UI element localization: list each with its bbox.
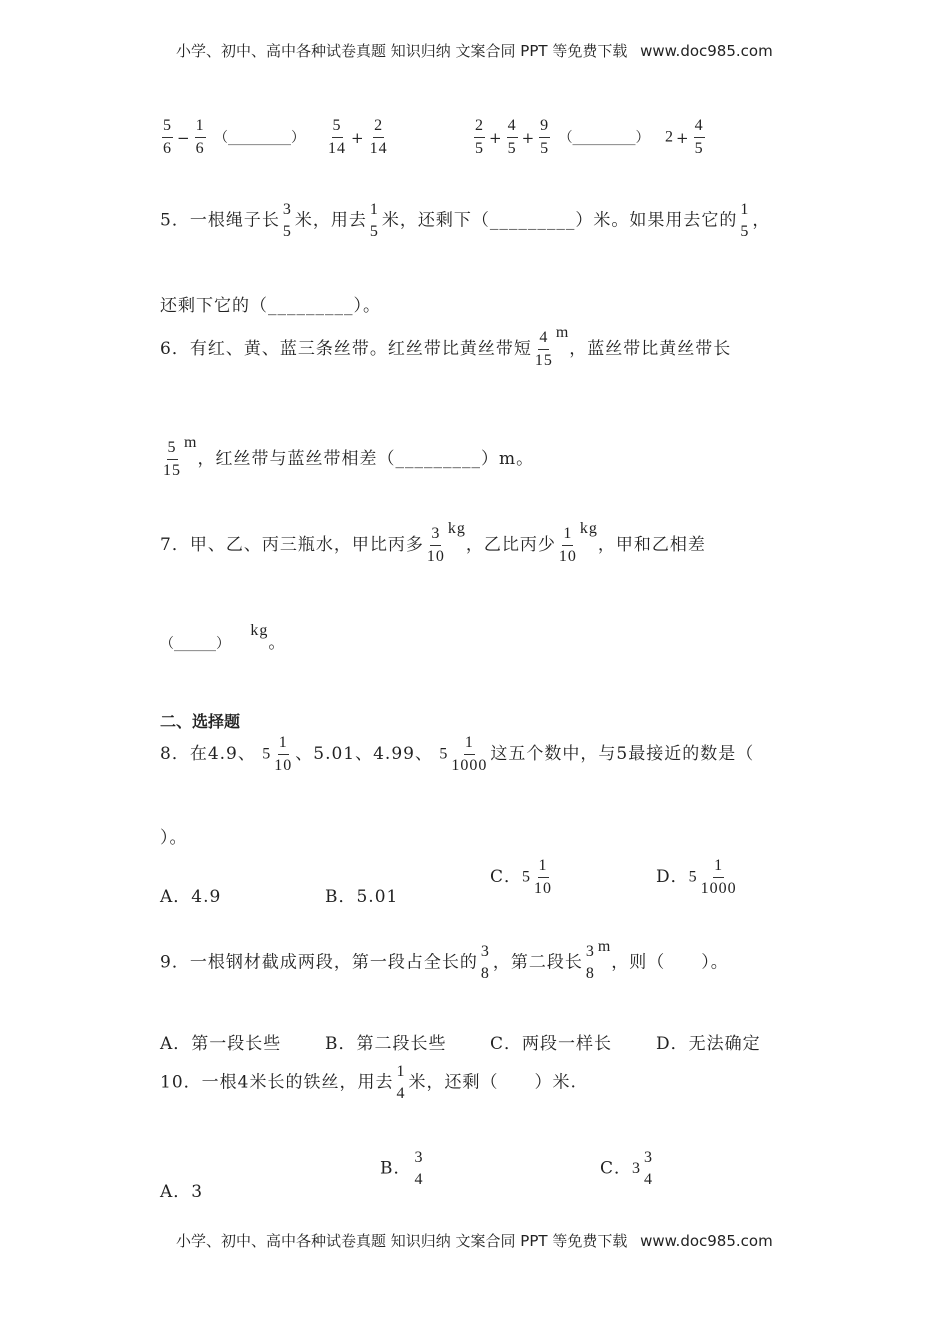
fraction: $\frac{4}{15}$ xyxy=(534,329,553,369)
answer-blank[interactable]: （_________） xyxy=(213,130,305,146)
option-b[interactable]: B．5.01 xyxy=(325,887,399,907)
fraction: $\frac{1}{6}$ xyxy=(195,117,205,157)
question-7: 7．甲、乙、丙三瓶水，甲比丙多 $\frac{3}{10}$ kg，乙比丙少 $\frac{1}{10}$ kg，甲和乙相差 xyxy=(160,520,706,565)
option-c[interactable]: C．3 3 4 xyxy=(600,1149,654,1188)
fraction: $\frac{4}{5}$ xyxy=(507,117,517,157)
option-d[interactable]: D．5 $\frac{1}{1000}$ xyxy=(656,857,737,897)
option-a[interactable]: A．第一段长些 xyxy=(160,1034,282,1054)
fraction: $\frac{1}{10}$ xyxy=(274,734,293,774)
option-a[interactable]: A．3 xyxy=(160,1182,204,1202)
option-c[interactable]: C．两段一样长 xyxy=(490,1034,613,1054)
question-10: 10．一根4米长的铁丝，用去 1 4 米，还剩（ ）米. xyxy=(160,1063,577,1102)
question-5-line2: 还剩下它的（_________）。 xyxy=(160,296,381,316)
fraction: $\frac{4}{5}$ xyxy=(694,117,704,157)
fraction: $\frac{1}{10}$ xyxy=(534,857,553,897)
fraction: $\frac{1}{1000}$ xyxy=(700,857,737,897)
page-footer xyxy=(176,1230,773,1251)
q4-expr-1: $\frac{5}{6}$ − $\frac{1}{6}$ （_________） xyxy=(163,117,305,157)
answer-blank[interactable]: （______） xyxy=(160,636,230,652)
question-6-line2: $\frac{5}{15}$ m，红丝带与蓝丝带相差（_________）m。 xyxy=(163,434,535,479)
question-9: 9．一根钢材截成两段，第一段占全长的 3 8 ，第二段长 3 8 m，则（ ）。 xyxy=(160,938,729,982)
fraction: $\frac{1}{10}$ xyxy=(558,525,577,565)
option-c[interactable]: C．5 $\frac{1}{10}$ xyxy=(490,857,553,897)
fraction: $\frac{9}{5}$ xyxy=(540,117,550,157)
fraction: 1 5 xyxy=(740,201,750,240)
fraction: 3 4 xyxy=(414,1149,424,1188)
option-b[interactable]: B．第二段长些 xyxy=(325,1034,447,1054)
fraction: $\frac{5}{14}$ xyxy=(328,117,346,157)
fraction: 3 8 xyxy=(480,943,490,982)
page-header xyxy=(176,40,773,61)
section-title: 二、选择题 xyxy=(160,712,241,731)
footer-site: www.doc985.com xyxy=(640,1232,773,1250)
fraction: $\frac{5}{15}$ xyxy=(163,439,181,479)
fraction: 1 5 xyxy=(369,201,379,240)
option-d[interactable]: D．无法确定 xyxy=(656,1034,761,1054)
question-8-line2: ）。 xyxy=(160,828,188,848)
option-b[interactable]: B． 3 4 xyxy=(380,1149,424,1188)
fraction: $\frac{2}{5}$ xyxy=(475,117,484,157)
question-8: 8．在4.9、 5 $\frac{1}{10}$ 、5.01、4.99、 5 $\frac{1}{1000}$ 这五个数中，与5最接近的数是（ xyxy=(160,734,755,774)
fraction: $\frac{3}{10}$ xyxy=(426,525,445,565)
question-6: 6．有红、黄、蓝三条丝带。红丝带比黄丝带短 $\frac{4}{15}$ m，蓝丝带比黄丝带长 xyxy=(160,324,732,369)
fraction: 3 5 xyxy=(282,201,292,240)
q4-expr-2: $\frac{5}{14}$ + $\frac{2}{14}$ xyxy=(328,117,388,157)
fraction: 1 4 xyxy=(396,1063,406,1102)
fraction: 3 4 xyxy=(644,1149,654,1188)
answer-blank[interactable]: （_________） xyxy=(558,130,650,146)
q4-expr-3: $\frac{2}{5}$ + $\frac{4}{5}$ + $\frac{9}{5}$ （_________） xyxy=(475,117,650,157)
fraction: $\frac{5}{6}$ xyxy=(163,117,172,157)
header-site: www.doc985.com xyxy=(640,42,773,60)
header-text: 小学、初中、高中各种试卷真题 知识归纳 文案合同 PPT 等免费下载 xyxy=(176,42,628,60)
question-5: 5．一根绳子长 3 5 米，用去 1 5 米，还剩下（_________）米。如果用去它的 1 5 ， xyxy=(160,201,771,240)
q4-expr-4: 2 + $\frac{4}{5}$ xyxy=(665,117,704,157)
footer-text: 小学、初中、高中各种试卷真题 知识归纳 文案合同 PPT 等免费下载 xyxy=(176,1232,628,1250)
option-a[interactable]: A．4.9 xyxy=(160,887,222,907)
fraction: $\frac{1}{1000}$ xyxy=(451,734,488,774)
fraction: $\frac{2}{14}$ xyxy=(369,117,388,157)
fraction: 3 8 xyxy=(585,943,595,982)
question-7-line2: （______） kg。 xyxy=(160,622,287,653)
